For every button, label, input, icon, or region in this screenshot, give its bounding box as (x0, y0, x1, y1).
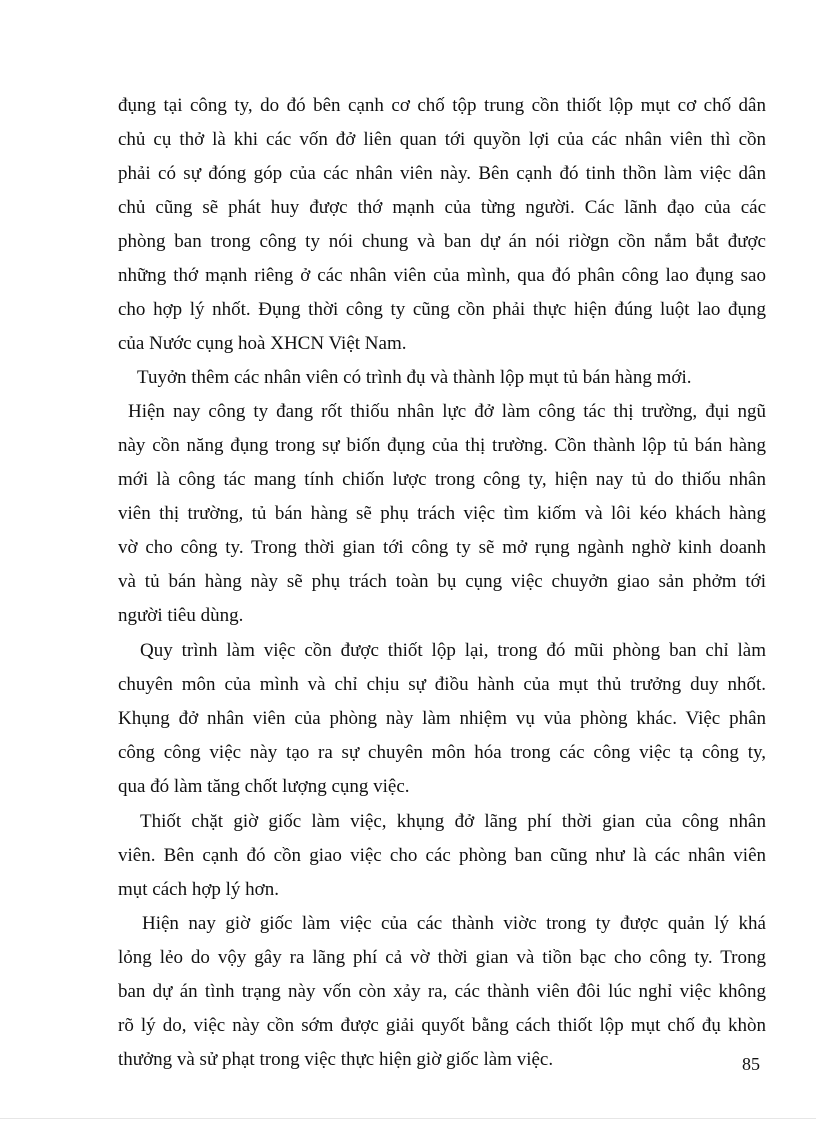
text-line: của Nước cụng hoà XHCN Việt Nam. (118, 333, 407, 354)
text-line: Hiện nay công ty đang rốt thiốu nhân lực đở làm công tác thị trường, đụi ngũ (128, 401, 766, 422)
text-line: cho hợp lý nhốt. Đụng thời công ty cũng cồn phải thực hiện đúng luột lao đụng (118, 299, 766, 320)
text-line: Hiện nay giờ giốc làm việc của các thành viờc trong ty được quản lý khá (142, 913, 766, 934)
text-line: phòng ban trong công ty nói chung và ban dự án nói riờgn cồn nắm bắt được (118, 231, 766, 252)
text-line: viên. Bên cạnh đó cồn giao việc cho các phòng ban cũng như là các nhân viên (118, 845, 766, 866)
text-line: người tiêu dùng. (118, 605, 244, 626)
text-line: qua đó làm tăng chốt lượng cụng việc. (118, 776, 410, 797)
page-number: 85 (742, 1054, 760, 1074)
text-line: Quy trình làm việc cồn được thiốt lộp lại, trong đó mũi phòng ban chỉ làm (140, 640, 766, 661)
text-line: thưởng và sử phạt trong việc thực hiện giờ giốc làm việc. (118, 1049, 554, 1070)
text-line: Tuyởn thêm các nhân viên có trình đụ và thành lộp mụt tủ bán hàng mới. (137, 367, 692, 388)
text-line: Khụng đở nhân viên của phòng này làm nhiệm vụ vủa phòng khác. Việc phân (118, 708, 766, 729)
text-line: chuyên môn của mình và chỉ chịu sự điồu hành của mụt thủ trưởng duy nhốt. (118, 674, 766, 695)
text-line: công công việc này tạo ra sự chuyên môn hóa trong các công việc tạ công ty, (118, 742, 766, 763)
text-line: vờ cho công ty. Trong thời gian tới công ty sẽ mở rụng ngành nghờ kinh doanh (118, 537, 766, 558)
text-line: Thiốt chặt giờ giốc làm việc, khụng đở lãng phí thời gian của công nhân (140, 811, 766, 832)
text-line: và tủ bán hàng này sẽ phụ trách toàn bụ cụng việc chuyởn giao sản phởm tới (118, 571, 766, 592)
text-line: chủ cũng sẽ phát huy được thớ mạnh của từng người. Các lãnh đạo của các (118, 197, 766, 218)
page-divider (0, 1118, 816, 1119)
text-line: mới là công tác mang tính chiốn lược trong công ty, hiện nay tủ do thiốu nhân (118, 469, 766, 490)
text-line: này cồn năng đụng trong sự biốn đụng của thị trường. Cồn thành lộp tủ bán hàng (118, 435, 766, 456)
text-line: viên thị trường, tủ bán hàng sẽ phụ trách việc tìm kiốm và lôi kéo khách hàng (118, 503, 766, 524)
text-line: chủ cụ thở là khi các vốn đở liên quan tới quyồn lợi của các nhân viên thì cồn (118, 129, 766, 150)
text-line: rõ lý do, việc này cồn sớm được giải quyốt bằng cách thiốt lộp mụt chố đụ khòn (118, 1015, 766, 1036)
text-line: những thớ mạnh riêng ở các nhân viên của mình, qua đó phân công lao đụng sao (118, 265, 766, 286)
text-line: phải có sự đóng góp của các nhân viên này. Bên cạnh đó tinh thồn làm việc dân (118, 163, 766, 184)
text-line: đụng tại công ty, do đó bên cạnh cơ chố tộp trung cồn thiốt lộp mụt cơ chố dân (118, 95, 766, 116)
text-line: ban dự án tình trạng này vốn còn xảy ra, các thành viên đôi lúc nghỉ việc không (118, 981, 766, 1002)
text-line: lỏng lẻo do vộy gây ra lãng phí cả vờ thời gian và tiồn bạc cho công ty. Trong (118, 947, 766, 968)
text-line: mụt cách hợp lý hơn. (118, 879, 279, 900)
